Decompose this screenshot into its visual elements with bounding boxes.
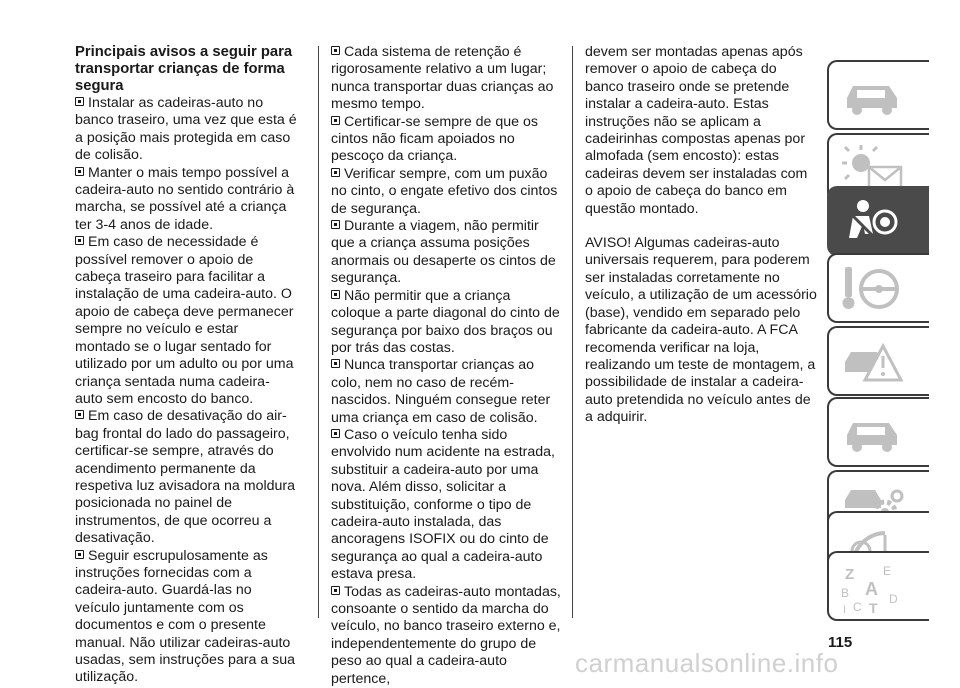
car-service-icon: [839, 405, 909, 461]
index-letter: A: [865, 579, 878, 599]
chapter-tab-index[interactable]: [827, 551, 929, 621]
chapter-tab-start-driving[interactable]: [827, 253, 929, 323]
list-item: Cada sistema de retenção é rigorosamente relativo a um lugar; nunca transportar duas crianças ao mesmo tempo.: [331, 44, 554, 113]
column-right: [585, 44, 817, 427]
square-bullet-icon: [331, 220, 340, 229]
column-divider-right: [572, 46, 573, 618]
index-letter: C: [853, 600, 862, 614]
list-item: Nunca transportar crianças ao colo, nem no caso de recém-nascidos. Ninguém consegue reter uma criança em caso de colisão.: [331, 357, 551, 426]
square-bullet-icon: [75, 97, 84, 106]
square-bullet-icon: [331, 46, 340, 55]
square-bullet-icon: [75, 550, 84, 559]
chapter-tab-maintenance[interactable]: [827, 397, 929, 467]
square-bullet-icon: [75, 236, 84, 245]
chapter-tab-safety[interactable]: [827, 186, 929, 256]
index-letter: B: [841, 586, 850, 600]
square-bullet-icon: [331, 586, 340, 595]
column-divider-left: [318, 46, 319, 618]
square-bullet-icon: [331, 359, 340, 368]
square-bullet-icon: [75, 167, 84, 176]
square-bullet-icon: [75, 410, 84, 419]
list-item: Todas as cadeiras-auto montadas, consoante o sentido da marcha do veículo, no banco traseiro externo e, independentemente do grupo de peso ao qual a cadeira-auto pertence,: [331, 583, 561, 687]
index-letter: E: [883, 564, 892, 578]
list-item: Certificar-se sempre de que os cintos não ficam apoiados no pescoço da criança.: [331, 113, 538, 165]
square-bullet-icon: [331, 168, 340, 177]
list-item: Durante a viagem, não permitir que a criança assuma posições anormais ou desaperte os cintos de segurança.: [331, 218, 556, 287]
list-item: Em caso de necessidade é possível remover o apoio de cabeça traseiro para facilitar a instalação de uma cadeira-auto. O apoio de cabeça deve permanecer sempre no veículo e estar montado se o lugar sentado for utilizado por um adulto ou por uma criança sentada numa cadeira-auto sem encosto do banco.: [75, 234, 294, 407]
list-item: Em caso de desativação do air-bag frontal do lado do passageiro, certificar-se sempre, através do acendimento permanente da respetiva luz avisadora na moldura posicionada no painel de instrumentos, de que ocorreu a desativação.: [75, 408, 296, 547]
index-letter: Z: [845, 566, 855, 583]
chapter-tab-car[interactable]: [827, 60, 929, 130]
list-item: Não permitir que a criança coloque a parte diagonal do cinto de segurança por baixo dos braços ou por trás das costas.: [331, 287, 560, 356]
alphabetical-index-icon: [839, 559, 909, 615]
square-bullet-icon: [331, 116, 340, 125]
square-bullet-icon: [331, 429, 340, 438]
list-item: Caso o veículo tenha sido envolvido num acidente na estrada, substituir a cadeira-auto por uma nova. Além disso, solicitar a substituição, conforme o tipo de cadeira-auto instalada, das ancoragens ISOFIX ou do cinto de segurança ao qual a cadeira-auto estava presa.: [331, 426, 555, 583]
list-item: Verificar sempre, com um puxão no cinto, o engate efetivo dos cintos de segurança.: [331, 165, 558, 217]
watermark: carmanualsonline.info: [575, 648, 839, 678]
key-steering-wheel-icon: [839, 261, 909, 317]
index-letter: T: [869, 600, 878, 615]
list-item: Manter o mais tempo possível a cadeira-auto no sentido contrário à marcha, se possível até a criança ter 3-4 anos de idade.: [75, 164, 295, 233]
chapter-tab-emergency[interactable]: [827, 326, 929, 396]
column-left: [75, 44, 297, 687]
square-bullet-icon: [331, 290, 340, 299]
index-letter: D: [889, 592, 898, 606]
list-item: Seguir escrupulosamente as instruções fornecidas com a cadeira-auto. Guardá-las no veículo juntamente com os documentos e com o presente manual. Não utilizar cadeiras-auto usadas, sem instruções para a sua utilização.: [75, 547, 296, 686]
notice-paragraph: AVISO! Algumas cadeiras-auto universais requerem, para poderem ser instaladas corretamente no veículo, a utilização de um acessório (base), vendido em separado pelo fabricante da cadeira-auto. A FCA recomenda verificar na loja, realizando um teste de montagem, a possibilidade de instalar a cadeira-auto pretendida no veículo antes de a adquirir.: [585, 235, 817, 426]
continuation-paragraph: devem ser montadas apenas após remover o apoio de cabeça do banco traseiro onde se pretende instalar a cadeira-auto. Estas instruções não se aplicam a cadeirinhas compostas apenas por almofada (sem encosto): estas cadeiras devem ser instaladas com o apoio de cabeça do banco em questão montado.: [585, 44, 808, 217]
emergency-road-icon: [839, 334, 909, 390]
safety-airbag-icon: [839, 194, 909, 250]
column-middle: [331, 44, 563, 688]
page-number: 115: [828, 634, 853, 651]
section-heading: Principais avisos a seguir para transportar crianças de forma segura: [75, 44, 293, 94]
car-icon: [839, 68, 909, 124]
list-item: Instalar as cadeiras-auto no banco traseiro, uma vez que esta é a posição mais protegida em caso de colisão.: [75, 95, 297, 164]
index-letter: I: [843, 604, 847, 615]
